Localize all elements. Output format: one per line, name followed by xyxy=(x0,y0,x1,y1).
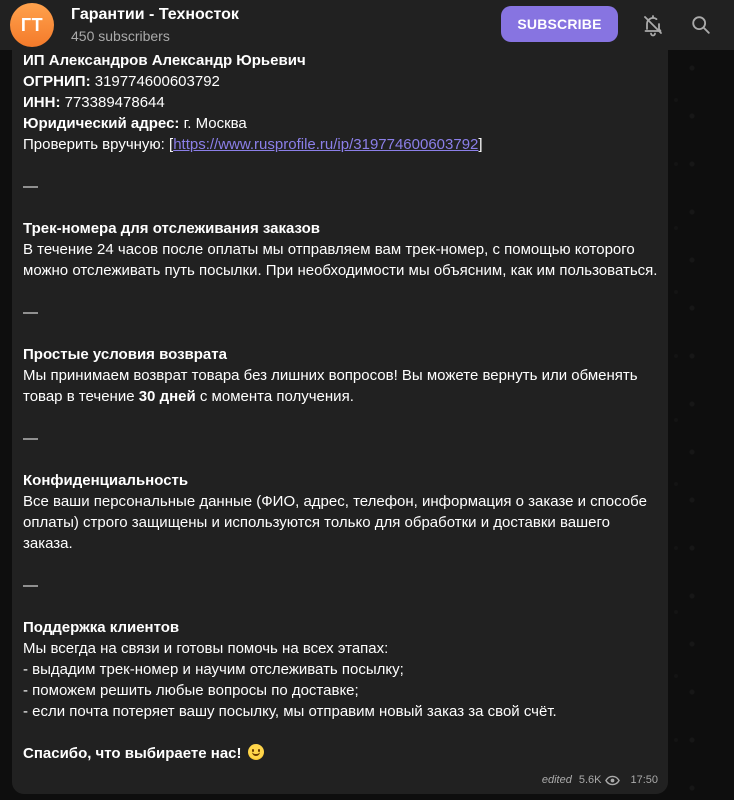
channel-avatar[interactable]: ГТ xyxy=(10,3,54,47)
message-meta xyxy=(542,774,658,786)
ogrnip-value: 319774600603792 xyxy=(90,73,220,90)
inn-label: ИНН: xyxy=(23,94,61,111)
support-item: - поможем решить любые вопросы по доставке; xyxy=(23,682,359,699)
divider-1: — xyxy=(23,178,38,195)
bracket-open: [ xyxy=(169,136,174,153)
subscribe-button[interactable]: SUBSCRIBE xyxy=(501,6,618,42)
thanks-text: Спасибо, что выбираете нас! xyxy=(23,745,246,762)
smiling-face-icon xyxy=(248,744,264,760)
support-title: Поддержка клиентов xyxy=(23,619,180,636)
mute-button[interactable] xyxy=(637,9,669,41)
channel-message[interactable] xyxy=(12,48,668,794)
divider-2: — xyxy=(23,304,38,321)
channel-title: Гарантии - Техносток xyxy=(71,6,239,23)
divider-4: — xyxy=(23,577,38,594)
eye-icon xyxy=(605,775,620,786)
return-title: Простые условия возврата xyxy=(23,346,227,363)
tracking-title: Трек-номера для отслеживания заказов xyxy=(23,220,320,237)
channel-header xyxy=(0,0,734,50)
return-bold: 30 дней xyxy=(138,388,196,405)
message-text xyxy=(23,50,663,764)
support-intro: Мы всегда на связи и готовы помочь на всех этапах: xyxy=(23,640,389,657)
edited-label: edited xyxy=(541,774,572,786)
view-count: 5.6K xyxy=(578,774,602,786)
subscriber-count: 450 subscribers xyxy=(71,28,170,44)
search-icon xyxy=(690,14,712,36)
channel-info[interactable] xyxy=(71,5,239,45)
support-item: - выдадим трек-номер и научим отслеживать посылку; xyxy=(23,661,404,678)
message-time: 17:50 xyxy=(630,774,658,786)
divider-3: — xyxy=(23,430,38,447)
bell-off-icon xyxy=(641,13,665,37)
inn-value: 773389478644 xyxy=(60,94,165,111)
support-item: - если почта потеряет вашу посылку, мы отправим новый заказ за свой счёт. xyxy=(23,703,557,720)
return-text-a: Мы принимаем возврат товара без лишних вопросов! Вы можете вернуть или обменять товар в течение xyxy=(23,367,638,405)
bracket-close: ] xyxy=(478,136,483,153)
rusprofile-link[interactable]: https://www.rusprofile.ru/ip/319774600603792 xyxy=(173,136,479,153)
return-text-b: с момента получения. xyxy=(195,388,354,405)
address-label: Юридический адрес: xyxy=(23,115,180,132)
company-name: ИП Александров Александр Юрьевич xyxy=(23,52,306,69)
privacy-text: Все ваши персональные данные (ФИО, адрес, телефон, информация о заказе и способе оплаты) строго защищены и используются только для обработки и доставки вашего заказа. xyxy=(23,493,647,552)
tracking-text: В течение 24 часов после оплаты мы отправляем вам трек-номер, с помощью которого можно отслеживать путь посылки. При необходимости мы объясним, как им пользоваться. xyxy=(23,241,658,279)
ogrnip-label: ОГРНИП: xyxy=(23,73,91,90)
search-button[interactable] xyxy=(685,9,717,41)
verify-text: Проверить вручную: xyxy=(23,136,170,153)
privacy-title: Конфиденциальность xyxy=(23,472,189,489)
address-value: г. Москва xyxy=(179,115,247,132)
